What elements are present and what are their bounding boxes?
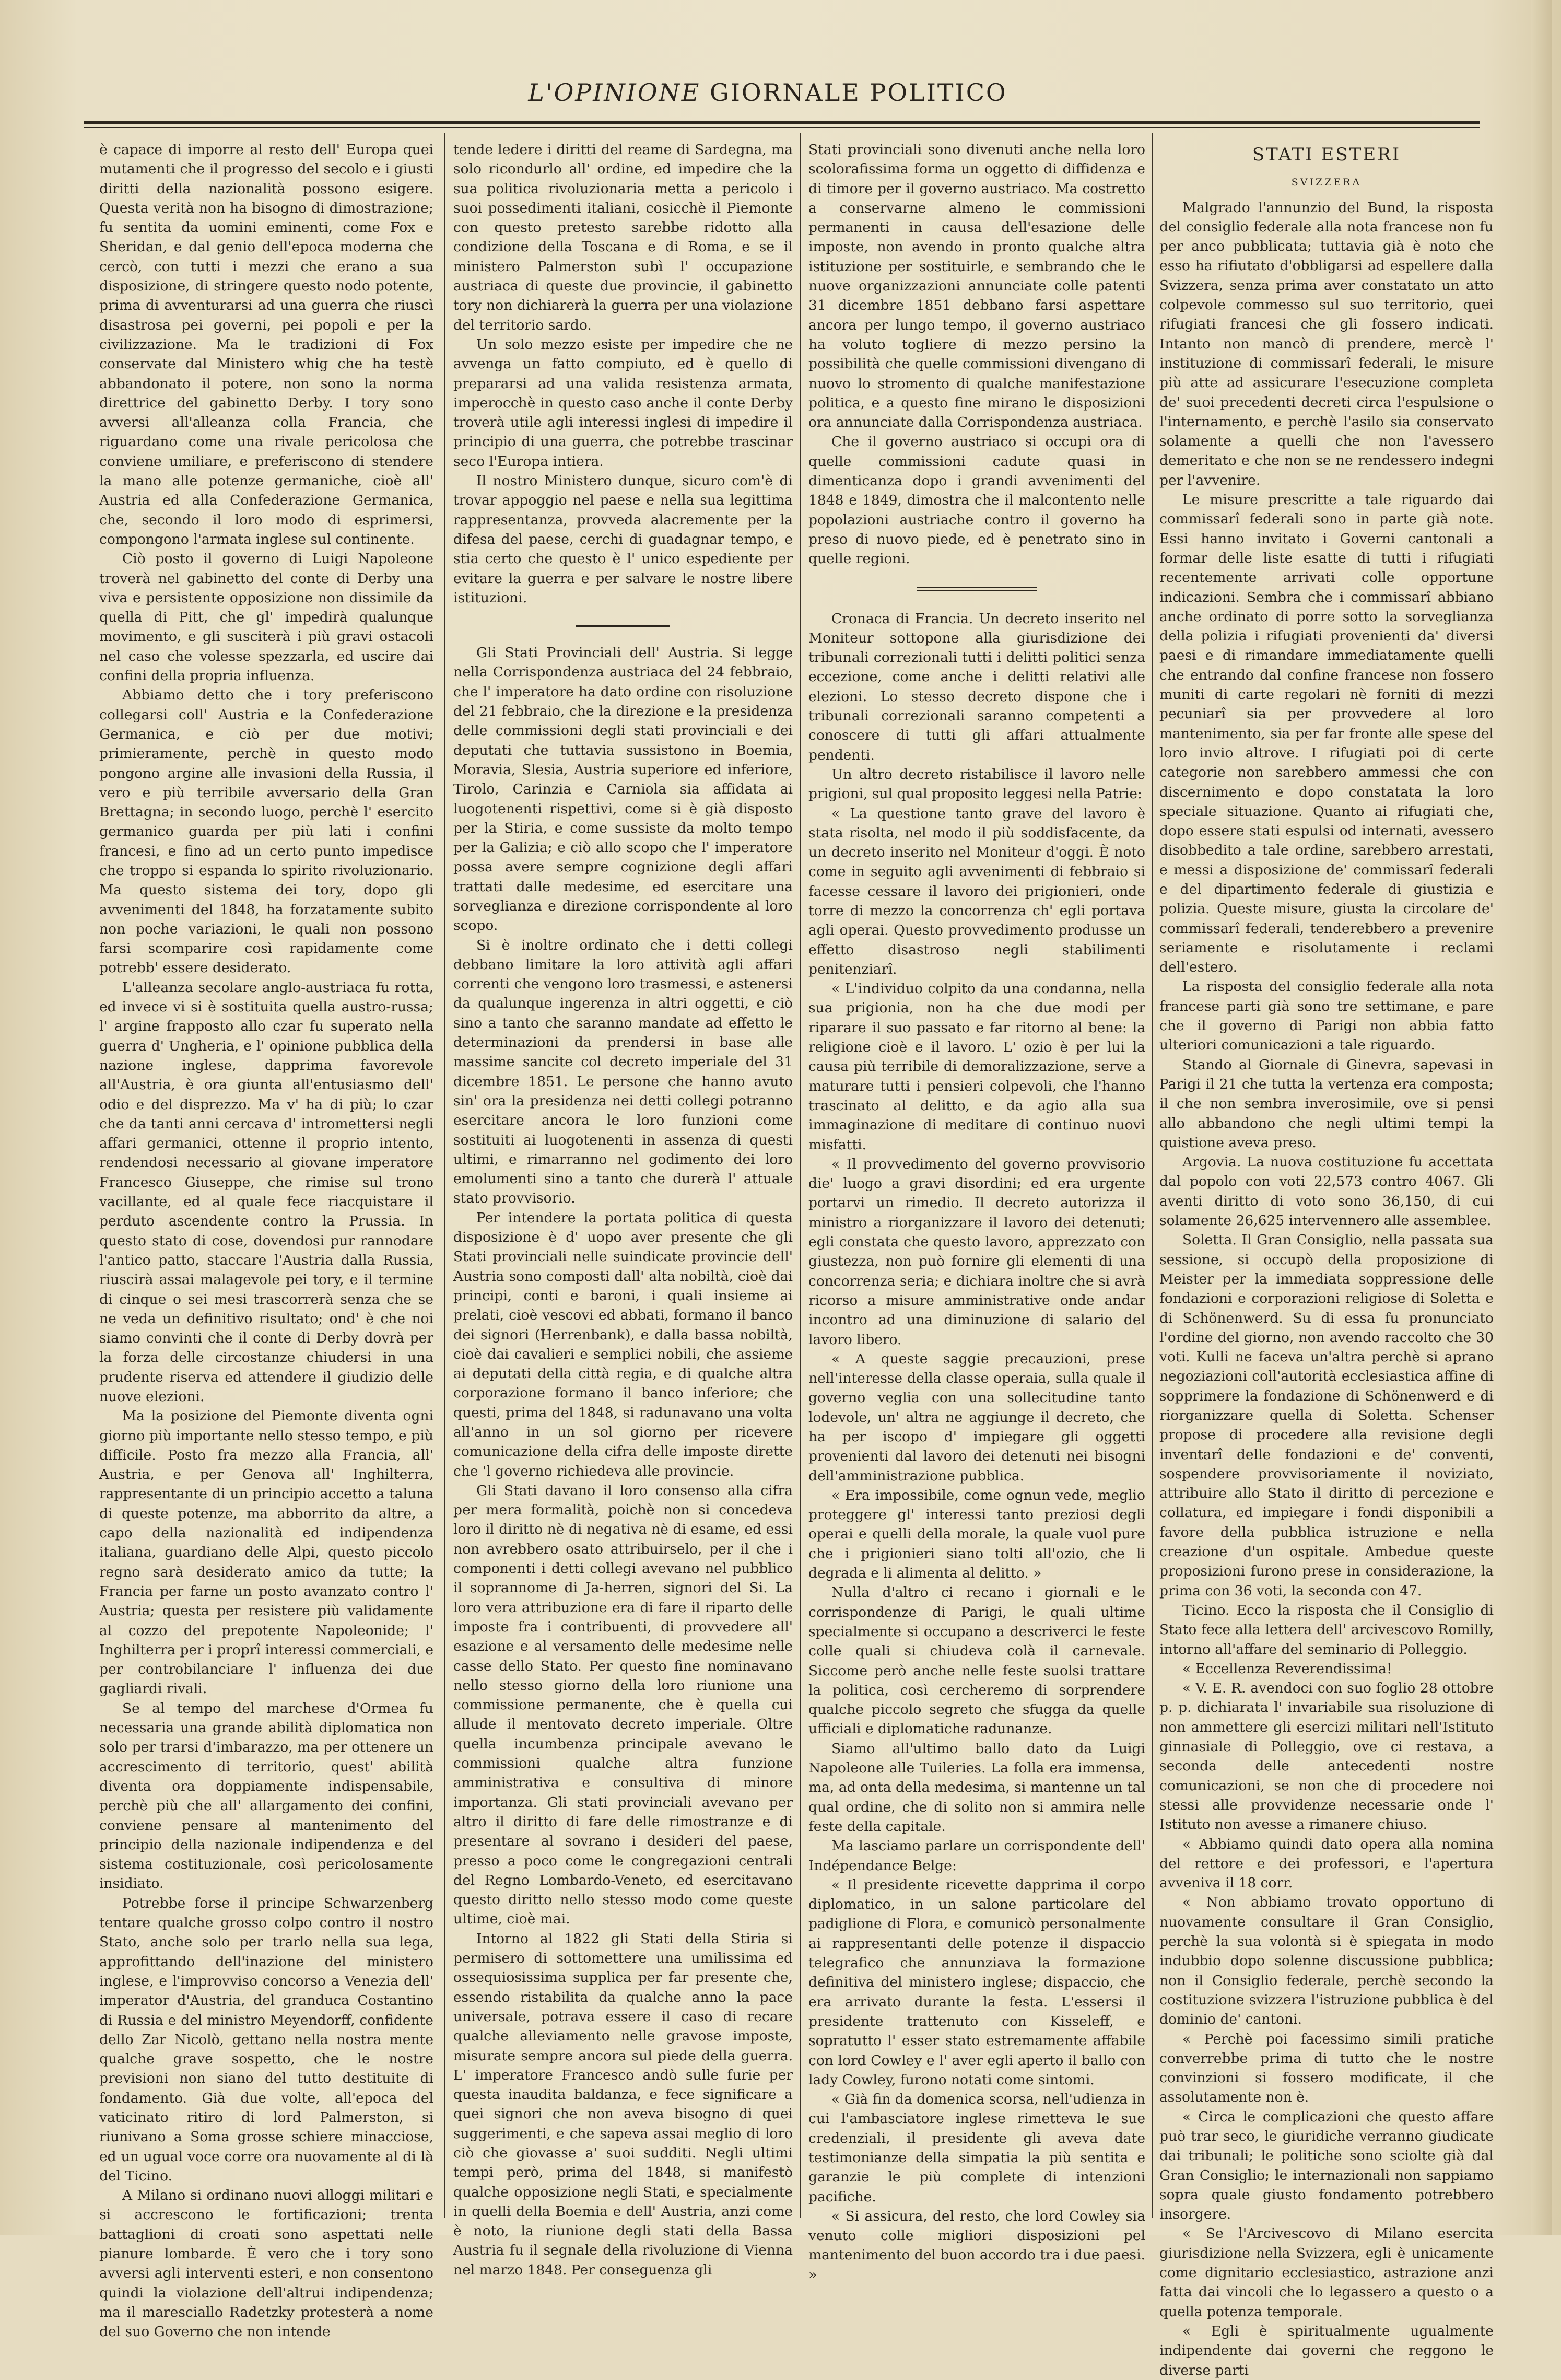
paragraph: Ticino. Ecco la risposta che il Consiglio di Stato fece alla lettera dell' arcivescovo Romilly, intorno all'affare del seminario di Polleggio. xyxy=(1159,1602,1494,1658)
paragraph: « Circa le complicazioni che questo affare può trar seco, le giuridiche verranno giudicate dai tribunali; le politiche sono sciolte già dal Gran Consiglio; le internazionali non sappiamo sopra quale giusto fondamento potrebbero insorgere. xyxy=(1159,2108,1494,2223)
paragraph: « Il presidente ricevette dapprima il corpo diplomatico, in un salone particolare del padiglione di Flora, e comunicò personalmente ai rappresentanti delle potenze il dispaccio telegrafico che annunziava la formazione definitiva del ministero inglese; dispaccio, che era arrivato durante la festa. L'essersi il presidente trattenuto con Kisseleff, e sopratutto l' esser stato estremamente affabile con lord Cowley e l' aver egli aperto il ballo con lady Cowley, furono notati come sintomi. xyxy=(808,1876,1145,2088)
paragraph: Soletta. Il Gran Consiglio, nella passata sua sessione, si occupò della proposizione di Meister per la immediata soppressione delle fondazioni e corporazioni religiose di Soletta e di Schönenwerd. Su di essa fu pronunciato l'ordine del giorno, non avendo raccolto che 30 voti. Kulli ne faceva un'altra perchè si aprano negoziazioni coll'autorità ecclesiastica affine di sopprimere la fondazione di Schönenwerd e di riorganizzare quella di Soletta. Schenser propose di procedere alla revisione degli inventarî delle fondazioni e de' conventi, sospendere provvisoriamente il noviziato, attribuire allo Stato il diritto di percezione e collatura, ed impiegare i fondi disponibili a favore della pubblica istruzione e nella creazione d'un ospitale. Ambedue queste proposizioni furono prese in considerazione, la prima con 36 voti, la seconda con 47. xyxy=(1159,1232,1494,1599)
paragraph: Stati provinciali sono divenuti anche nella loro scolorafissima forma un oggetto di diffidenza e di timore per il governo austriaco. Ma costretto a conservarne almeno le commissioni permanenti in causa dell'esazione delle imposte, non avendo in pronto qualche altra istituzione per sostituirle, e sembrando che le nuove organizzazioni annunciate colle patenti 31 dicembre 1851 debbano farsi aspettare ancora per lungo tempo, il governo austriaco ha voluto togliere di mezzo persino la possibilità che quelle commissioni divengano di nuovo lo stromento di qualche manifestazione politica, e a questo fine mirano le disposizioni ora annunciate dalla Corrispondenza austriaca. xyxy=(808,142,1145,431)
paragraph: tende ledere i diritti del reame di Sardegna, ma solo ricondurlo all' ordine, ed impedire che la sua politica rivoluzionaria metta a pericolo i suoi possedimenti italiani, cosicchè il Piemonte con questo pretesto sarebbe ridotto alla condizione della Toscana e di Roma, e se il ministero Palmerston subì l' occupazione austriaca di queste due provincie, il gabinetto tory non dichiarerà la guerra per una violazione del territorio sardo. xyxy=(453,142,793,333)
column-divider xyxy=(1152,133,1153,2218)
paragraph: « Non abbiamo trovato opportuno di nuovamente consultare il Gran Consiglio, perchè la sua volontà si è spiegata in modo indubbio dopo solenne discussione pubblica; non il Consiglio federale, perchè secondo la costituzione svizzera l'istruzione pubblica è del dominio de' cantoni. xyxy=(1159,1894,1494,2028)
paragraph: « Eccellenza Reverendissima! xyxy=(1182,1660,1392,1677)
section-heading: STATI ESTERI xyxy=(1252,144,1401,165)
paragraph: « Era impossibile, come ognun vede, meglio proteggere gl' interessi tanto preziosi degli operai e quelli della morale, la quale vuol pure che i prigionieri siano tolti all'ozio, che li degrada e li alimenta al delitto. » xyxy=(808,1487,1145,1582)
page-edge xyxy=(1531,0,1552,2235)
section-subheading: SVIZZERA xyxy=(1291,177,1362,189)
article-paragraph: Gli Stati Provinciali dell' Austria. Si legge nella Corrispondenza austriaca del 24 febbraio, che l' imperatore ha dato ordine con risoluzione del 21 febbraio, che la direzione e la presidenza delle commissioni degli stati provinciali e dei deputati che tuttavia sussistono in Boemia, Moravia, Slesia, Austria superiore ed inferiore, Tirolo, Carinzia e Carniola sia affidata ai luogotenenti rispettivi, come si è già disposto per la Stiria, e come sussiste da molto tempo per la Galizia; e ciò allo scopo che l' imperatore possa avere sempre cognizione degli affari trattati dalle medesime, ed esercitare una sorveglianza e direzione corrispondente al loro scopo. xyxy=(453,645,793,934)
paragraph: La risposta del consiglio federale alla nota francese parti già sono tre settimane, e pare che il governo di Parigi non abbia fatto ulteriori comunicazioni a tale riguardo. xyxy=(1159,978,1494,1054)
paragraph: « Se l'Arcivescovo di Milano esercita giurisdizione nella Svizzera, egli è unicamente come dignitario ecclesiastico, astrazione anzi fatta dai vincoli che lo legassero a questo o a quella potenza temporale. xyxy=(1159,2225,1494,2320)
paragraph: Ciò posto il governo di Luigi Napoleone troverà nel gabinetto del conte di Derby una viva e persistente opposizione non dissimile da quella di Pitt, che gl' impedirà qualunque movimento, e gli susciterà i più gravi ostacoli nel caso che volesse spezzarla, ed uscire dai confini della propria influenza. xyxy=(99,551,433,684)
paragraph: « L'individuo colpito da una condanna, nella sua prigionia, non ha che due modi per riparare il suo passato e far ritorno al bene: la religione cioè e il lavoro. L' ozio è per lui la causa più terribile di demoralizzazione, serve a maturare tutti i pensieri colpevoli, che l'hanno trascinato al delitto, e da agio alla sua immaginazione di meditare di continuo nuovi misfatti. xyxy=(808,981,1145,1153)
column-divider xyxy=(800,133,801,2218)
paragraph: è capace di imporre al resto dell' Europa quei mutamenti che il progresso del secolo e i giusti diritti della nazionalità possono esigere. Questa verità non ha bisogno di dimostrazione; fu sentita da uomini eminenti, come Fox e Sheridan, e dal genio dell'epoca moderna che cercò, con tutti i mezzi che erano a sua disposizione, di stringere questo nodo potente, prima di avventurarsi ad una guerra che riuscì disastrosa pei governi, pei popoli e per la civilizzazione. Ma le tradizioni di Fox conservate dal Ministero whig che ha testè abbandonato il potere, non sono la norma direttrice del gabinetto Derby. I tory sono avversi all'alleanza colla Francia, che riguardano come una rivale pericolosa che conviene umiliare, e preferiscono di stendere la mano alle potenze germaniche, cioè all' Austria ed alla Confederazione Germanica, che, secondo il loro modo di esprimersi, compongono l'armata inglese sul continente. xyxy=(99,142,433,547)
article-paragraph: Cronaca di Francia. Un decreto inserito nel Moniteur sottopone alla giurisdizione dei tribunali correzionali tutti i delitti politici senza eccezione, come anche i delitti relativi alle elezioni. Lo stesso decreto dispone che i tribunali correzionali saranno competenti a conoscere di tutti gli affari attualmente pendenti. xyxy=(808,610,1145,763)
paragraph: Si è inoltre ordinato che i detti collegi debbano limitare la loro attività agli affari correnti che vengono loro trasmessi, e astenersi da qualunque ingerenza in altri oggetti, e ciò sino a tanto che saranno mandate ad effetto le determinazioni da prendersi in base alle massime sancite col decreto imperiale del 31 dicembre 1851. Le persone che hanno avuto sin' ora la presidenza nei detti collegi potranno esercitare ancora le loro funzioni come sostituiti ai luogotenenti in assenza di questi ultimi, e rimarranno nel godimento dei loro emolumenti sino a tanto che durerà l' attuale stato provvisorio. xyxy=(453,937,793,1207)
paragraph: Per intendere la portata politica di questa disposizione è d' uopo aver presente che gli Stati provinciali nelle suindicate provincie dell' Austria sono composti dall' alta nobiltà, cioè dai principi, conti e baroni, i quali insieme ai prelati, cioè vescovi ed abbati, formano il banco dei signori (Herrenbank), e dalla bassa nobiltà, cioè dai cavalieri e semplici nobili, che assieme ai deputati della città regia, e di qualche altra corporazione formano il banco inferiore; che questi, prima del 1848, si radunavano una volta all'anno in un sol giorno per ricevere comunicazione della cifra delle imposte dirette che 'l governo richiedeva alle provincie. xyxy=(453,1209,793,1479)
column-2 xyxy=(453,140,793,2278)
paragraph: Potrebbe forse il principe Schwarzenberg tentare qualche grosso colpo contro il nostro Stato, anche solo per trarlo nella sua lega, approfittando dell'inazione del ministero inglese, e l'improvviso concorso a Venezia dell' imperator d'Austria, del granduca Costantino di Russia e del ministro Meyendorff, confidente dello Zar Nicolò, gettano nella nostra mente qualche grave sospetto, che le nostre previsioni non siano del tutto destituite di fondamento. Già due volte, all'epoca del vaticinato ritiro di lord Palmerston, si riunivano a Soma grosse schiere minacciose, ed un ugual voce corre ora nuovamente al di là del Ticino. xyxy=(99,1895,433,2184)
paragraph: Un solo mezzo esiste per impedire che ne avvenga un fatto compiuto, ed è quello di prepararsi ad una valida resistenza armata, imperocchè in questo caso anche il conte Derby troverà utile agli interessi inglesi di impedire il principio di una guerra, che potrebbe trascinar seco l'Europa intiera. xyxy=(453,336,793,470)
paragraph: « Abbiamo quindi dato opera alla nomina del rettore e dei professori, e l'apertura avveniva il 18 corr. xyxy=(1159,1836,1494,1892)
masthead-subtitle: GIORNALE POLITICO xyxy=(710,78,1007,107)
paragraph: Nulla d'altro ci recano i giornali e le corrispondenze di Parigi, le quali ultime specialmente si occupano a descriverci le feste colle quali si chiudeva colà il carnevale. Siccome però anche nelle feste suolsi trattare la politica, così cercheremo di sorprendere qualche piccolo segreto che sfugga da quelle ufficiali e diplomatiche radunanze. xyxy=(808,1584,1145,1737)
paragraph: Abbiamo detto che i tory preferiscono collegarsi coll' Austria e la Confederazione Germanica, e ciò per due motivi; primieramente, perchè in questo modo pongono argine alle invasioni della Russia, il vero e più terribile avversario della Gran Brettagna; in secondo luogo, perchè l' esercito germanico guarda per più lati i confini francesi, e fino ad un certo punto impedisce che troppo si espanda lo spirito rivoluzionario. Ma questo sistema dei tory, dopo gli avvenimenti del 1848, ha forzatamente subito non poche variazioni, le quali non possono farsi scomparire così rapidamente come potrebb' essere desiderato. xyxy=(99,687,433,976)
paragraph: « Si assicura, del resto, che lord Cowley sia venuto colle migliori disposizioni pel mantenimento del buon accordo tra i due paesi. » xyxy=(808,2208,1145,2283)
paragraph: Il nostro Ministero dunque, sicuro com'è di trovar appoggio nel paese e nella sua legittima rappresentanza, provveda alacremente per la difesa del paese, cerchi di guadagnar tempo, e stia certo che questo è l' unico espediente per evitare la guerra e per salvare le nostre libere istituzioni. xyxy=(453,473,793,606)
masthead xyxy=(449,78,1086,107)
paragraph: Ma la posizione del Piemonte diventa ogni giorno più importante nello stesso tempo, e più difficile. Posto fra mezzo alla Francia, all' Austria, e per Genova all' Inghilterra, rappresentante di un principio accetto a taluna di queste potenze, ma abborrito da altre, a capo della nazionalità ed indipendenza italiana, guardiano delle Alpi, questo piccolo regno sarà desiderato amico da tutte; la Francia per farne un posto avanzato contro l' Austria; questa per resistere più validamente al cozzo del prepotente Napoleonide; l' Inghilterra per i proprî interessi commerciali, e per controbilanciare l' influenza dei due gagliardi rivali. xyxy=(99,1408,433,1697)
paragraph: L'alleanza secolare anglo-austriaca fu rotta, ed invece vi si è sostituita quella austro-russa; l' argine frapposto allo czar fu superato nella guerra d' Ungheria, e l' opinione pubblica della nazione inglese, dapprima favorevole all'Austria, è ora giunta all'entusiasmo dell' odio e del disprezzo. Ma v' ha di più; lo czar che da tanti anni cercava d' intromettersi negli affari germanici, ottenne il proprio intento, rendendosi necessario al giovane imperatore Francesco Giuseppe, che rimise sul trono vacillante, ed al quale fece riacquistare il perduto ascendente contro la Prussia. In questo stato di cose, dovendosi pur rannodare l'antico patto, staccare l'Austria dalla Russia, riuscirà assai malagevole pei tory, e il termine di cinque o sei mesi trascorrerà senza che se ne veda un definitivo risultato; ond' è che noi siamo convinti che il conte di Derby dovrà per la forza delle circostanze chiudersi in una prudente riserva ed attendere il giudizio delle nuove elezioni. xyxy=(99,979,433,1405)
paragraph: « Egli è spiritualmente ugualmente indipendente dai governi che reggono le diverse parti xyxy=(1159,2323,1494,2378)
paragraph: A Milano si ordinano nuovi alloggi militari e si accrescono le fortificazioni; trenta battaglioni di croati sono aspettati nelle pianure lombarde. È vero che i tory sono avversi agli interventi esteri, e non consentono quindi la violazione dell'altrui indipendenza; ma il maresciallo Radetzky protesterà a nome del suo Governo che non intende xyxy=(99,2187,433,2340)
paragraph: Un altro decreto ristabilisce il lavoro nelle prigioni, sul qual proposito leggesi nella Patrie: xyxy=(808,766,1145,802)
paragraph: « A queste saggie precauzioni, prese nell'interesse della classe operaia, sulla quale il governo veglia con una sollecitudine tanto lodevole, un' altra ne aggiunge il decreto, che ha per iscopo d' impiegare gli oggetti provenienti dal lavoro dei detenuti nei bisogni dell'amministrazione pubblica. xyxy=(808,1350,1145,1484)
paragraph: Se al tempo del marchese d'Ormea fu necessaria una grande abilità diplomatica non solo per trarsi d'imbarazzo, ma per ottenere un accrescimento di territorio, quest' abilità diventa ora doppiamente indispensabile, perchè più che all' allargamento dei confini, conviene pensare al mantenimento del principio della nazionale indipendenza e del sistema costituzionale, così pericolosamente insidiato. xyxy=(99,1700,433,1892)
paragraph: Stando al Giornale di Ginevra, sapevasi in Parigi il 21 che tutta la vertenza era composta; il che non sembra inverosimile, ove si pensi allo abbandono che negli ultimi tempi la quistione aveva preso. xyxy=(1159,1056,1494,1151)
paragraph: « Il provvedimento del governo provvisorio die' luogo a gravi disordini; ed era urgente portarvi un rimedio. Il decreto autorizza il ministro a riorganizzare il lavoro dei detenuti; egli constata che questo lavoro, apprezzato con giustezza, non può fornire gli elementi di una concorrenza seria; e dichiara inoltre che si avrà ricorso a misure amministrative onde andar incontro ad una diminuzione di salario del lavoro libero. xyxy=(808,1156,1145,1348)
paragraph: « V. E. R. avendoci con suo foglio 28 ottobre p. p. dichiarata l' invariabile sua risoluzione di non ammettere gli esercizi militari nell'Istituto ginnasiale di Polleggio, ove ci restava, a seconda delle antecedenti nostre comunicazioni, se non che di procedere noi stessi alle provvidenze necessarie onde l' Istituto non avesse a rimanere chiuso. xyxy=(1159,1680,1494,1833)
paragraph: Argovia. La nuova costituzione fu accettata dal popolo con voti 22,573 contro 4067. Gli aventi diritto di voto sono 36,150, di cui solamente 26,625 intervennero alle assemblee. xyxy=(1159,1154,1494,1229)
masthead-rule-thin xyxy=(84,127,1480,128)
masthead-name: L'OPINIONE xyxy=(528,78,701,107)
paragraph: Malgrado l'annunzio del Bund, la risposta del consiglio federale alla nota francese non fu per anco pubblicata; tuttavia già è noto che esso ha rifiutato d'obbligarsi ad espellere dalla Svizzera, senza prima aver constatato un atto colpevole commesso sul suo territorio, quei rifugiati francesi che gli fossero indicati. Intanto non mancò di prendere, mercè l' instituzione di commissarî federali, le misure più atte ad assicurare l'esecuzione completa de' suoi precedenti decreti circa l'espulsione o l'internamento, e perchè l'asilo sia conservato solamente a quelli che non l'avessero demeritato e che non se ne rendessero indegni per l'avvenire. xyxy=(1159,199,1494,488)
section-separator xyxy=(576,625,670,627)
paragraph: Ma lasciamo parlare un corrispondente dell' Indépendance Belge: xyxy=(808,1838,1145,1874)
paragraph: Intorno al 1822 gli Stati della Stiria si permisero di sottomettere una umilissima ed ossequiosissima supplica per far presente che, essendo ristabilita da qualche anno la pace universale, potrava essere il caso di recare qualche alleviamento nelle gravose imposte, misurate sempre ancora sul piede della guerra. L' imperatore Francesco andò sulle furie per questa inaudita baldanza, e fece significare a quei signori che non aveva bisogno di quei suggerimenti, e che sapeva assai meglio di loro ciò che giovasse a' suoi sudditi. Negli ultimi tempi però, prima del 1848, si manifestò qualche opposizione negli Stati, e specialmente in quelli della Boemia e dell' Austria, anzi come è noto, la riunione degli stati della Bassa Austria fu il segnale della rivoluzione di Vienna nel marzo 1848. Per conseguenza gli xyxy=(453,1930,793,2278)
column-1 xyxy=(99,140,433,2340)
paragraph: « Perchè poi facessimo simili pratiche converrebbe prima di tutto che le nostre convinzioni si fossero modificate, il che assolutamente non è. xyxy=(1159,2031,1494,2106)
paragraph: Che il governo austriaco si occupi ora di quelle commissioni cadute quasi in dimenticanza dopo i grandi avvenimenti del 1848 e 1849, dimostra che il malcontento nelle popolazioni austriache contro il governo ha preso di nuovo piede, ed è penetrato sino in quelle regioni. xyxy=(808,434,1145,567)
paragraph: « Già fin da domenica scorsa, nell'udienza in cui l'ambasciatore inglese rimetteva le sue credenziali, il presidente gli aveva date testimonianze della simpatia la più sentita e garanzie le più complete di intenzioni pacifiche. xyxy=(808,2091,1145,2205)
paragraph: Le misure prescritte a tale riguardo dai commissarî federali sono in parte già note. Essi hanno invitato i Governi cantonali a formar delle liste esatte di tutti i rifugiati recentemente arrivati colle opportune indicazioni. Sembra che i commissarî abbiano anche ordinato di porre sotto la sorveglianza della polizia i rifugiati provenienti da' diversi paesi e di rimandare immediatamente quelli che entrando dal confine francese non fossero muniti di carte regolari nè forniti di mezzi pecuniarî sia per provvedere al loro mantenimento, sia per far fronte alle spese del loro invio altrove. I rifugiati poi di certe categorie non sarebbero ammessi che con discernimento e dopo constatata la loro speciale situazione. Quanto ai rifugiati che, dopo essere stati espulsi od internati, avessero disobbedito a tale ordine, sarebbero arrestati, e messi a disposizione de' commissarî federali e del dipartimento federale di giustizia e polizia. Queste misure, giusta la circolare de' commissarî federali, tenderebbero a prevenire seriamente e risolutamente i reclami dell'estero. xyxy=(1159,492,1494,976)
paragraph: Siamo all'ultimo ballo dato da Luigi Napoleone alle Tuileries. La folla era immensa, ma, ad onta della medesima, si mantenne un tal qual ordine, che di solito non si ammira nelle feste della capitale. xyxy=(808,1740,1145,1835)
paragraph: « La questione tanto grave del lavoro è stata risolta, nel modo il più soddisfacente, da un decreto inserito nel Moniteur d'oggi. È noto come in seguito agli avvenimenti di febbraio si facesse cessare il lavoro dei prigionieri, onde torre di mezzo la concorrenza ch' egli portava agli operai. Questo provvedimento produsse un effetto disastroso negli stabilimenti penitenziarî. xyxy=(808,805,1145,977)
column-4 xyxy=(1159,140,1494,2378)
column-divider xyxy=(444,133,445,2218)
section-separator xyxy=(917,587,1037,591)
masthead-rule xyxy=(84,121,1480,124)
paragraph: Gli Stati davano il loro consenso alla cifra per mera formalità, poichè non si concedeva loro il diritto nè di negativa nè di esame, ed essi non avrebbero osato attribuirselo, per il che i componenti i detti collegi avevano nel pubblico il soprannome di Ja-herren, signori del Si. La loro vera attribuzione era di fare il riparto delle imposte fra i contribuenti, di provvedere all' esazione e al versamento delle medesime nelle casse dello Stato. Per questo fine nominavano nello stesso giorno della loro riunione una commissione permanente, che è quella cui allude il mentovato decreto imperiale. Oltre quella incumbenza principale avevano le commissioni qualche altra funzione amministrativa e consultiva di minore importanza. Gli stati provinciali avevano per altro il diritto di fare delle rimostranze e di presentare al sovrano i desideri del paese, presso a poco come le congregazioni centrali del Regno Lombardo-Veneto, ed esercitavano questo diritto nello stesso modo come queste ultime, cioè mai. xyxy=(453,1482,793,1928)
column-3 xyxy=(808,140,1145,2283)
